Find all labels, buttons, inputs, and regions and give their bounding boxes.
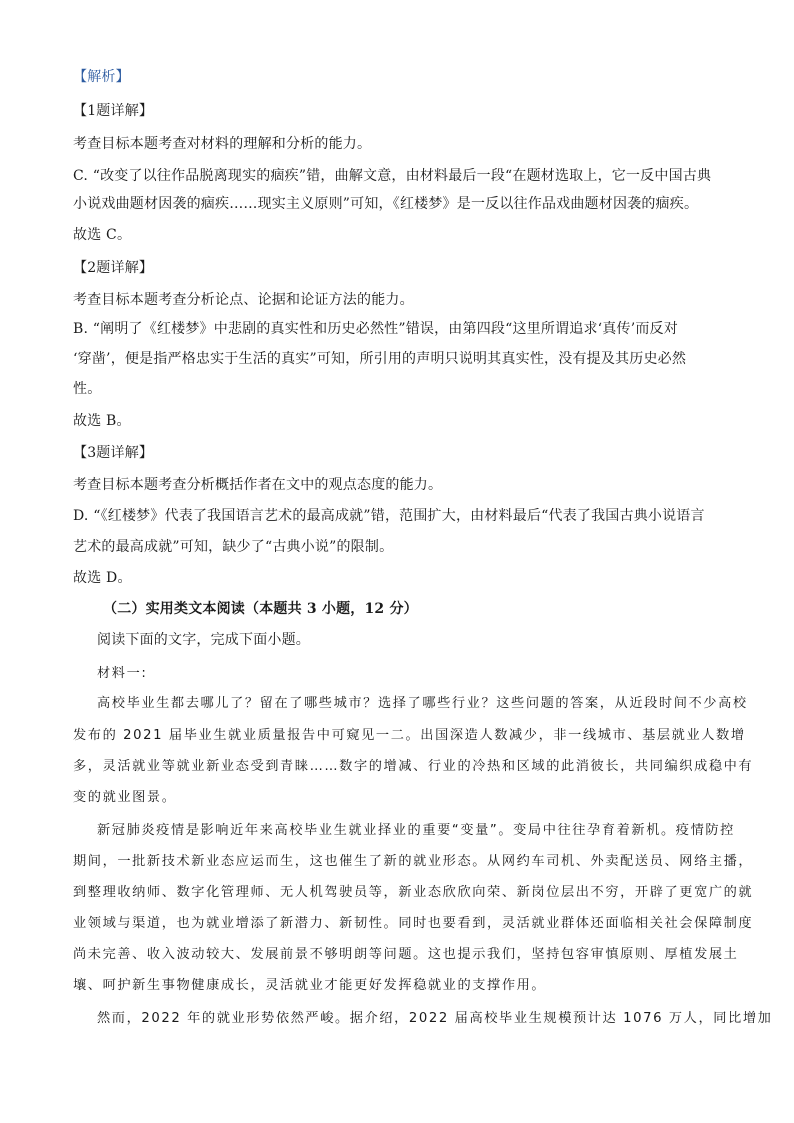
q2-line: 考查目标本题考查分析论点、论据和论证方法的能力。 [73,292,414,308]
q2-title: 【2题详解】 [73,260,154,276]
q3-title: 【3题详解】 [73,445,154,461]
q1-line: 考查目标本题考查对材料的理解和分析的能力。 [73,136,372,152]
material-text-line: 到整理收纳师、数字化管理师、无人机驾驶员等，新业态欣欣向荣、新岗位层出不穷，开辟了更宽广的就 [73,885,754,900]
q1-answer: 故选 C。 [73,227,132,243]
material-text-line: 尚未完善、收入波动较大、发展前景不够明朗等问题。这也提示我们，坚持包容审慎原则、厚植发展土 [73,947,739,962]
section2-title: （二）实用类文本阅读（本题共 3 小题，12 分） [103,601,418,617]
q3-line: D. “《红楼梦》代表了我国语言艺术的最高成就”错，范围扩大，由材料最后“代表了我国古典小说语言 [73,508,705,524]
material-text-line: 壤、呵护新生事物健康成长，灵活就业才能更好发挥稳就业的支撑作用。 [73,978,547,993]
q1-title: 【1题详解】 [73,103,154,119]
q1-line: C. “改变了以往作品脱离现实的痼疾”错，曲解文意，由材料最后一段“在题材选取上，它一反中国古典 [73,168,712,184]
q2-line: ‘穿凿’，便是指严格忠实于生活的真实”可知，所引用的声明只说明其真实性，没有提及其历史必然 [73,351,687,367]
material-text-line: 业领域与渠道，也为就业增添了新潜力、新韧性。同时也要看到，灵活就业群体还面临相关社会保障制度 [73,916,754,931]
q2-answer: 故选 B。 [73,413,131,429]
analysis-heading: 【解析】 [73,69,130,85]
q2-line: B. “阐明了《红楼梦》中悲剧的真实性和历史必然性”错误，由第四段“这里所谓追求‘真传’而反对 [73,321,678,337]
material-text-line: 高校毕业生都去哪儿了？留在了哪些城市？选择了哪些行业？这些问题的答案，从近段时间不少高校 [97,696,748,711]
material-label: 材料一: [97,666,148,681]
material-text-line: 发布的 2021 届毕业生就业质量报告中可窥见一二。出国深造人数减少，非一线城市、基层就业人数增 [73,728,746,743]
q3-answer: 故选 D。 [73,570,132,586]
material-text-line: 然而，2022 年的就业形势依然严峻。据介绍，2022 届高校毕业生规模预计达 1076 万人，同比增加 [97,1011,773,1026]
q1-line: 小说戏曲题材因袭的痼疾……现实主义原则”可知，《红楼梦》是一反以往作品戏曲题材因袭的痼疾。 [73,196,699,212]
material-text-line: 多，灵活就业等就业新业态受到青睐……数字的增减、行业的冷热和区域的此消彼长，共同编织成稳中有 [73,759,754,774]
q3-line: 艺术的最高成就”可知，缺少了“古典小说”的限制。 [73,539,394,555]
q3-line: 考查目标本题考查分析概括作者在文中的观点态度的能力。 [73,477,443,493]
material-text-line: 期间，一批新技术新业态应运而生，这也催生了新的就业形态。从网约车司机、外卖配送员、网络主播， [73,854,754,869]
material-text-line: 新冠肺炎疫情是影响近年来高校毕业生就业择业的重要“变量”。变局中往往孕育着新机。疫情防控 [97,823,735,838]
material-text-line: 变的就业图景。 [73,790,177,805]
q2-line: 性。 [73,381,102,397]
section2-instruction: 阅读下面的文字，完成下面小题。 [97,632,310,648]
